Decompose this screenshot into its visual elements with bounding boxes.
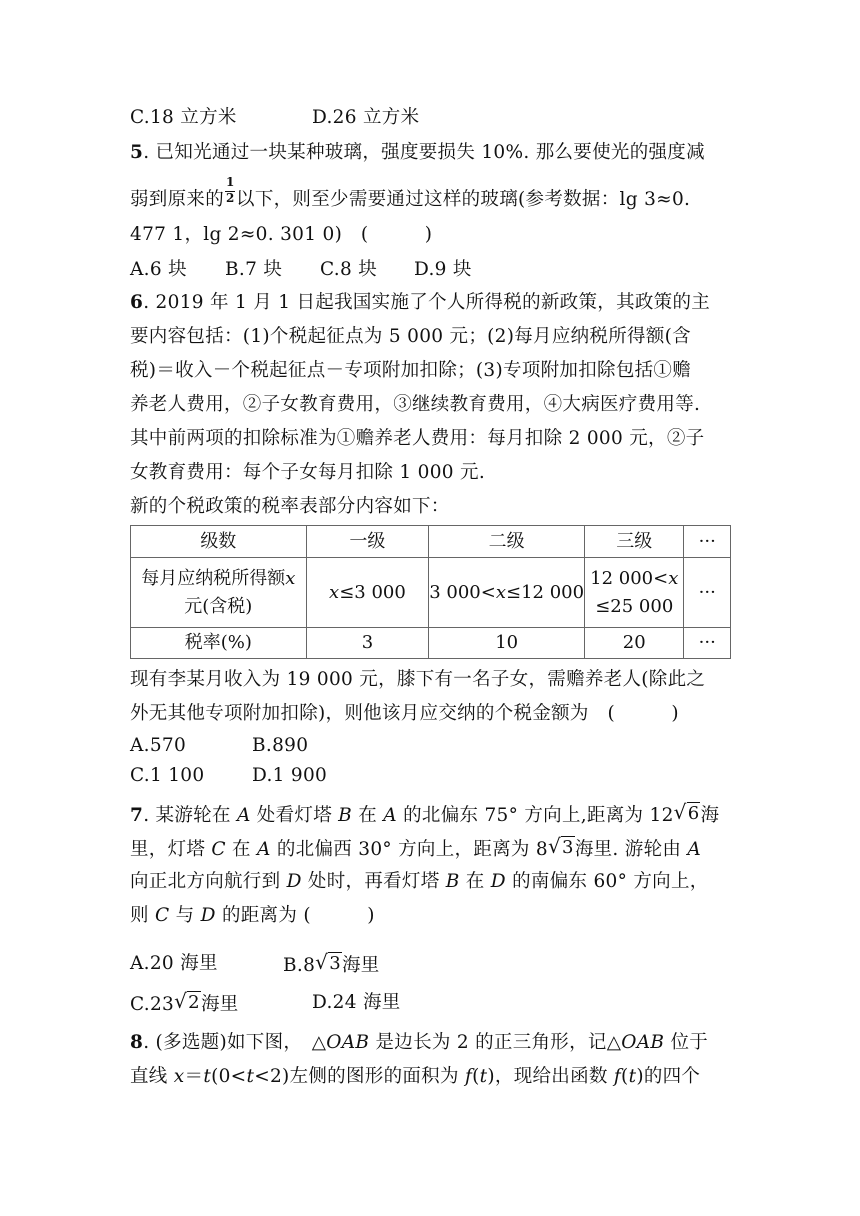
table-header-level: 级数 bbox=[131, 526, 307, 558]
fraction-one-half: $\frac{1}{2}$ bbox=[226, 175, 235, 205]
q7-option-a: A.20 海里 bbox=[130, 953, 218, 974]
q8-line-2: 直线 x＝t(0<t<2)左侧的图形的面积为 f(t)，现给出函数 f(t)的四个 bbox=[130, 1066, 701, 1087]
q4-option-c: C.18 立方米 bbox=[130, 107, 237, 128]
table-row-rate bbox=[131, 628, 731, 659]
q5-number: 5 bbox=[130, 142, 144, 163]
q7-option-d: D.24 海里 bbox=[312, 992, 401, 1013]
q6-option-d: D.1 900 bbox=[252, 765, 328, 786]
table-cell-income-level-1: x≤3 000 bbox=[306, 558, 429, 628]
q6-number: 6 bbox=[130, 292, 144, 313]
q7-line-1: 7. 某游轮在 A 处看灯塔 B 在 A 的北偏东 75° 方向上,距离为 12√6海 bbox=[130, 800, 720, 826]
sqrt-three: √3 bbox=[548, 834, 574, 858]
q7-number: 7 bbox=[130, 805, 144, 826]
q6-line-2: 要内容包括：(1)个税起征点为 5 000 元；(2)每月应纳税所得额(含 bbox=[130, 326, 691, 347]
sqrt-six: √6 bbox=[673, 800, 700, 824]
table-header-row bbox=[131, 526, 731, 558]
q6-option-b: B.890 bbox=[252, 735, 309, 756]
table-header-level-3: 三级 bbox=[585, 526, 684, 558]
table-header-level-1: 一级 bbox=[306, 526, 429, 558]
q6-line-3: 税)＝收入－个税起征点－专项附加扣除；(3)专项附加扣除包括①赡 bbox=[130, 360, 692, 381]
sqrt-two: √2 bbox=[174, 989, 200, 1013]
q7-option-c: C.23√2海里 bbox=[130, 989, 239, 1015]
q7-line-3: 向正北方向航行到 D 处时，再看灯塔 B 在 D 的南偏东 60° 方向上， bbox=[130, 871, 709, 892]
q5-option-c: C.8 块 bbox=[320, 259, 378, 280]
q8-line-1: 8. (多选题)如下图， △OAB 是边长为 2 的正三角形，记△OAB 位于 bbox=[130, 1032, 709, 1053]
q5-option-a: A.6 块 bbox=[130, 259, 187, 280]
q6-line-6: 女教育费用：每个子女每月扣除 1 000 元. bbox=[130, 462, 486, 483]
q6-line-4: 养老人费用，②子女教育费用，③继续教育费用，④大病医疗费用等. bbox=[130, 394, 701, 415]
table-cell-income-ellipsis: ··· bbox=[684, 558, 731, 628]
q7-option-b: B.8√3海里 bbox=[283, 950, 380, 976]
q6-line-1: 6. 2019 年 1 月 1 日起我国实施了个人所得税的新政策，其政策的主 bbox=[130, 292, 711, 313]
q6-option-c: C.1 100 bbox=[130, 765, 205, 786]
q7-line-4: 则 C 与 D 的距离为 ( ) bbox=[130, 905, 375, 926]
table-cell-rate-label: 税率(%) bbox=[131, 628, 307, 659]
table-cell-income-level-3: 12 000<x ≤25 000 bbox=[585, 558, 684, 628]
table-cell-rate-level-1: 3 bbox=[306, 628, 429, 659]
q5-line-2: 弱到原来的 $\frac{1}{2}$ 以下，则至少需要通过这样的玻璃(参考数据：lg 3≈0. bbox=[130, 187, 740, 213]
table-row-income bbox=[131, 558, 731, 628]
q6-line-5: 其中前两项的扣除标准为①赡养老人费用：每月扣除 2 000 元，②子 bbox=[130, 428, 705, 449]
q4-option-d: D.26 立方米 bbox=[312, 107, 420, 128]
q6-option-a: A.570 bbox=[130, 735, 187, 756]
table-cell-rate-level-2: 10 bbox=[429, 628, 585, 659]
q5-line-3: 477 1，lg 2≈0. 301 0) ( ) bbox=[130, 224, 433, 245]
table-cell-income-level-2: 3 000<x≤12 000 bbox=[429, 558, 585, 628]
q6-line-8: 现有李某月收入为 19 000 元，膝下有一名子女，需赡养老人(除此之 bbox=[130, 669, 706, 690]
table-header-level-2: 二级 bbox=[429, 526, 585, 558]
q5-option-b: B.7 块 bbox=[225, 259, 283, 280]
q5-option-d: D.9 块 bbox=[414, 259, 472, 280]
q5-line-1: 5. 已知光通过一块某种玻璃，强度要损失 10%. 那么要使光的强度减 bbox=[130, 142, 705, 163]
q8-number: 8 bbox=[130, 1032, 144, 1053]
tax-rate-table bbox=[130, 525, 731, 659]
table-cell-income-label: 每月应纳税所得额x 元(含税) bbox=[131, 558, 307, 628]
table-cell-rate-level-3: 20 bbox=[585, 628, 684, 659]
table-header-ellipsis: ··· bbox=[684, 526, 731, 558]
table-cell-rate-ellipsis: ··· bbox=[684, 628, 731, 659]
sqrt-three: √3 bbox=[315, 950, 341, 974]
q7-line-2: 里，灯塔 C 在 A 的北偏西 30° 方向上，距离为 8√3海里. 游轮由 A bbox=[130, 834, 702, 860]
q6-line-9: 外无其他专项附加扣除)，则他该月应交纳的个税金额为 ( ) bbox=[130, 703, 679, 724]
q6-line-7: 新的个税政策的税率表部分内容如下： bbox=[130, 496, 450, 517]
